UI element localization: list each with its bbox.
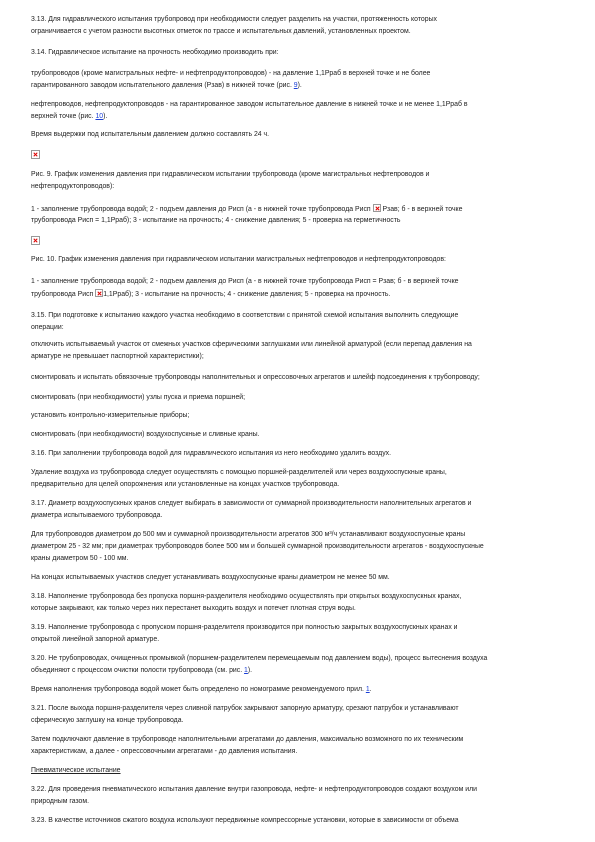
text-line bbox=[31, 666, 576, 675]
text-line: отключить испытываемый участок от смежных участков сферическими заглушками или линейной арматурой (если перепад давления на bbox=[31, 341, 472, 348]
figure-1-link[interactable]: 1 bbox=[244, 667, 248, 674]
text-line: 3.22. Для проведения пневматического испытания давление внутри газопровода, нефте- и нефтепродуктопроводов создают воздухом или bbox=[31, 786, 478, 793]
text-line bbox=[31, 204, 576, 214]
figure-9-link[interactable]: 9 bbox=[293, 82, 298, 89]
text-line: 3.14. Гидравлическое испытание на прочность необходимо производить при: bbox=[31, 49, 279, 56]
broken-image-icon bbox=[95, 289, 103, 297]
text-line: трубопроводов (кроме магистральных нефте- и нефтепродуктопроводов) - на давление 1,1Рраб в верхней точке и не более bbox=[31, 70, 431, 77]
text-line: диаметра испытываемого трубопровода. bbox=[31, 512, 163, 519]
text-line: 1 - заполнение трубопровода водой; 2 - подъем давления до Рисп (а - в нижней точке трубопровода Рисп = Рзав; б - в верхней точке bbox=[31, 278, 459, 285]
text-fragment: . bbox=[369, 686, 372, 693]
text-line: 3.18. Наполнение трубопровода без пропуска поршня-разделителя необходимо осуществлять при открытых воздухоспускных кранах, bbox=[31, 593, 462, 600]
text-line: смонтировать и испытать обвязочные трубопроводы наполнительных и опрессовочных агрегатов и шлейф подсоединения к трубопроводу; bbox=[31, 374, 480, 381]
text-fragment: Рзав; б - в верхней точке bbox=[380, 206, 463, 213]
text-fragment: объединяют с процессом очистки полости трубопровода (см. рис. bbox=[31, 667, 245, 674]
text-line bbox=[31, 289, 576, 299]
text-fragment: гарантированного заводом испытательного давления (Рзав) в нижней точке (рис. bbox=[31, 82, 294, 89]
text-line: ограничивается с учетом разности высотных отметок по трассе и испытательных давлений, установленных проектом. bbox=[31, 28, 411, 35]
text-fragment: ). bbox=[103, 113, 108, 120]
text-line: нефтепродуктопроводов): bbox=[31, 183, 115, 190]
text-line: 3.19. Наполнение трубопровода с пропуском поршня-разделителя производится при полностью закрытых воздухоспускных кранах и bbox=[31, 624, 458, 631]
text-line: 3.21. После выхода поршня-разделителя через сливной патрубок закрывают запорную арматуру, срезают патрубок и устанавливают bbox=[31, 705, 459, 712]
text-line: На концах испытываемых участков следует устанавливать воздухоспускные краны диаметром не менее 50 мм. bbox=[31, 574, 390, 581]
text-line bbox=[31, 81, 576, 90]
text-line: 3.20. Не трубопроводах, очищенных промывкой (поршнем-разделителем перемещаемым под давлением воды), процесс вытеснения воздуха bbox=[31, 655, 488, 662]
text-line: Затем подключают давление в трубопроводе наполнительными агрегатами до давления, максимально возможного по их техническим bbox=[31, 736, 464, 743]
text-line: смонтировать (при необходимости) узлы пуска и приема поршней; bbox=[31, 394, 246, 401]
text-line: предварительно для целей опорожнения или установленные на концах участков трубопровода. bbox=[31, 481, 340, 488]
text-fragment: ). bbox=[297, 82, 302, 89]
section-heading: Пневматическое испытание bbox=[31, 767, 121, 774]
broken-image-icon bbox=[373, 204, 381, 212]
broken-image-icon bbox=[31, 236, 40, 245]
broken-image-icon bbox=[31, 150, 40, 159]
text-line: Время выдержки под испытательным давлением должно составлять 24 ч. bbox=[31, 131, 270, 138]
text-fragment: 1,1Рраб); 3 - испытание на прочность; 4 - снижение давления; 5 - проверка на прочность. bbox=[103, 291, 391, 298]
text-line: диаметром 25 - 32 мм; при диаметрах трубопроводов более 500 мм и большей суммарной производительности агрегатов - воздухоспускные bbox=[31, 543, 484, 550]
text-line: нефтепроводов, нефтепродуктопроводов - на гарантированное заводом испытательное давление в нижней точке и не менее 1,1Рраб в bbox=[31, 101, 468, 108]
text-fragment: верхней точке (рис. bbox=[31, 113, 96, 120]
text-line: 3.15. При подготовке к испытанию каждого участка необходимо в соответствии с принятой схемой испытания выполнить следующие bbox=[31, 312, 459, 319]
text-line bbox=[31, 685, 576, 694]
text-line: операции: bbox=[31, 324, 64, 331]
text-line: арматуре не превышает паспортной характеристики); bbox=[31, 353, 204, 360]
text-line: смонтировать (при необходимости) воздухоспускные и сливные краны. bbox=[31, 431, 260, 438]
text-fragment: трубопровода Рисп bbox=[31, 291, 96, 298]
text-line: Для трубопроводов диаметром до 500 мм и суммарной производительности агрегатов 300 м³/ч устанавливают воздухоспускные краны bbox=[31, 531, 466, 538]
text-fragment: ). bbox=[247, 667, 253, 674]
text-line: сферическую заглушку на конце трубопровода. bbox=[31, 717, 184, 724]
text-fragment: Время наполнения трубопровода водой может быть определено по номограмме рекомендуемого прил. bbox=[31, 686, 366, 693]
text-line: 3.13. Для гидравлического испытания трубопровод при необходимости следует разделить на участки, протяженность которых bbox=[31, 16, 437, 23]
text-line bbox=[31, 112, 576, 121]
appendix-1-link[interactable]: 1 bbox=[365, 686, 370, 693]
text-line: 3.17. Диаметр воздухоспускных кранов следует выбирать в зависимости от суммарной производительности наполнительных агрегатов и bbox=[31, 500, 472, 507]
figure-10-link[interactable]: 10 bbox=[95, 113, 104, 120]
text-fragment: 1 - заполнение трубопровода водой; 2 - подъем давления до Рисп (а - в нижней точке трубопровода Рисп bbox=[31, 206, 373, 213]
text-line: природным газом. bbox=[31, 798, 90, 805]
text-line: Рис. 9. График изменения давления при гидравлическом испытании трубопровода (кроме магистральных нефтепроводов и bbox=[31, 171, 430, 178]
text-line: Удаление воздуха из трубопровода следует осуществлять с помощью поршней-разделителей или через воздухоспускные краны, bbox=[31, 469, 447, 476]
text-line: 3.16. При заполнении трубопровода водой для гидравлического испытания из него необходимо удалить воздух. bbox=[31, 450, 392, 457]
text-line: характеристикам, а далее - опрессовочными агрегатами - до давления испытания. bbox=[31, 748, 298, 755]
text-line: 3.23. В качестве источников сжатого воздуха используют передвижные компрессорные установки, которые в зависимости от объема bbox=[31, 817, 459, 824]
text-line: установить контрольно-измерительные приборы; bbox=[31, 412, 190, 419]
text-line: которые закрывают, как только через них перестанет выходить воздух и потечет плотная струя воды. bbox=[31, 605, 356, 612]
text-line: открытой линейной запорной арматуре. bbox=[31, 636, 160, 643]
text-line: трубопровода Рисп = 1,1Рраб); 3 - испытание на прочность; 4 - снижение давления; 5 - проверка на герметичность bbox=[31, 217, 401, 224]
text-line: Рис. 10. График изменения давления при гидравлическом испытании магистральных нефтепроводов и нефтепродуктопроводов: bbox=[31, 256, 446, 263]
text-line: краны диаметром 50 - 100 мм. bbox=[31, 555, 129, 562]
